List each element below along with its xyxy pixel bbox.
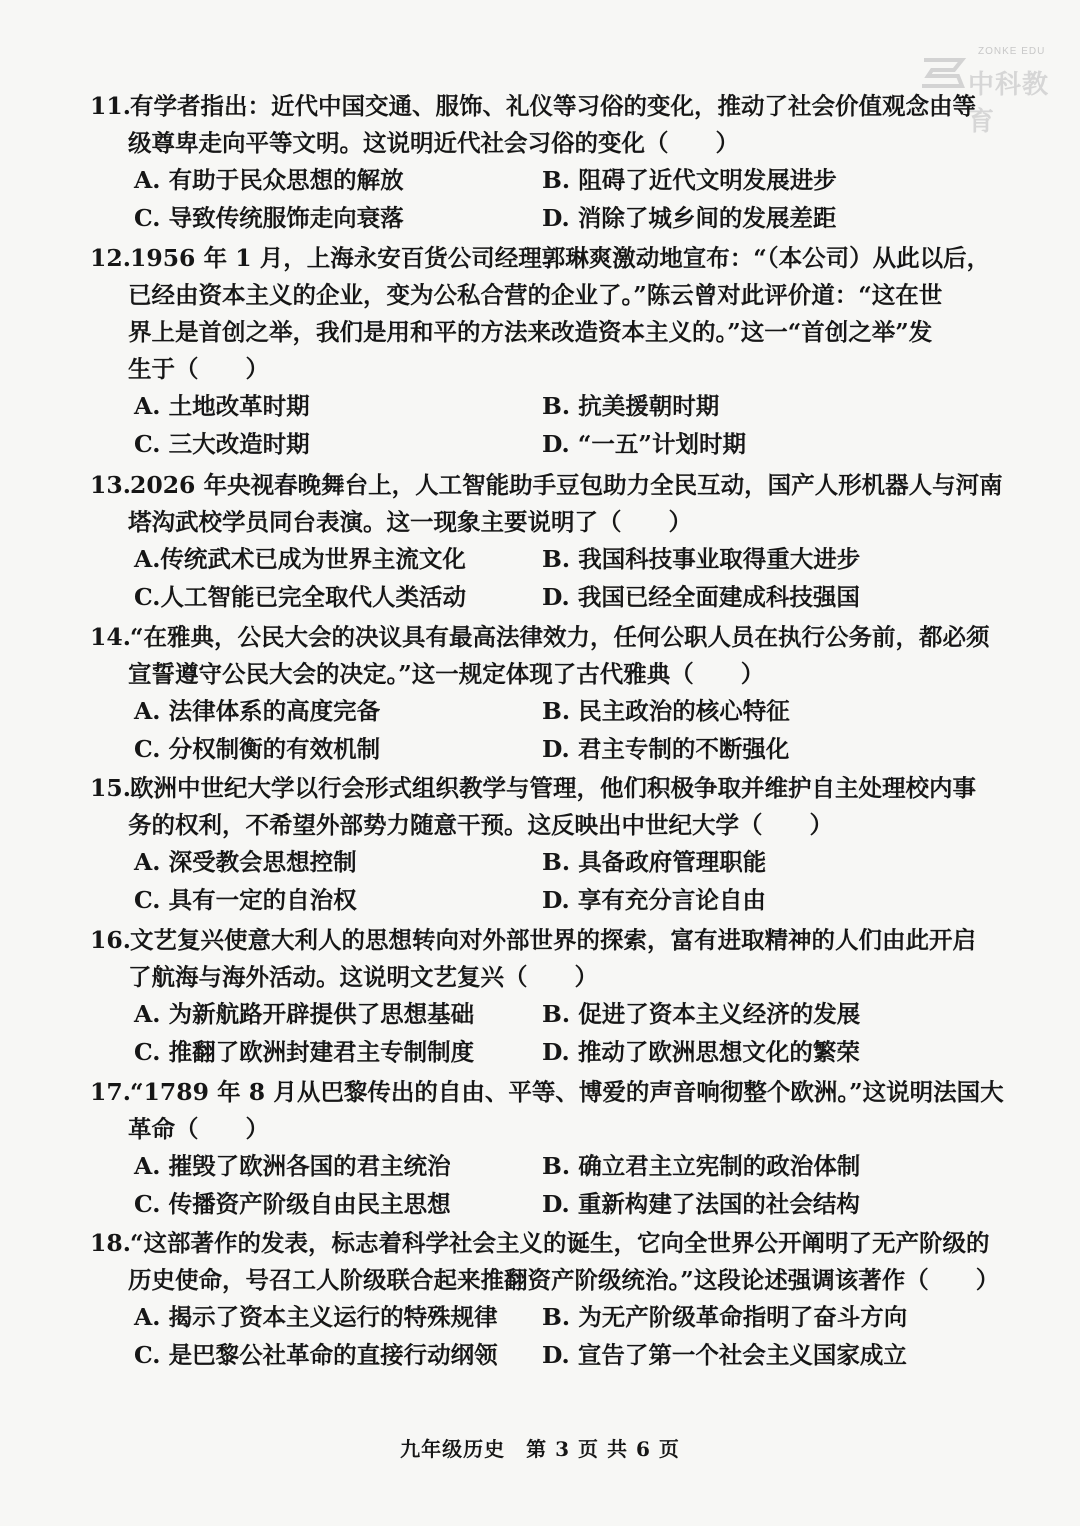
question-text-line: 塔沟武校学员同台表演。这一现象主要说明了（ ）: [128, 508, 692, 536]
option-c: C. 具有一定的自治权: [134, 886, 357, 914]
option-c: C. 分权制衡的有效机制: [134, 735, 381, 763]
question-number: 14.: [90, 623, 131, 651]
answer-options: [90, 162, 960, 238]
logo-english-text: ZONKE EDU: [978, 46, 1046, 57]
option-a: A. 摧毁了欧洲各国的君主统治: [134, 1152, 451, 1180]
option-d: D. 消除了城乡间的发展差距: [542, 204, 837, 232]
answer-options: [90, 844, 960, 920]
question-stem: [90, 88, 976, 162]
option-a: A. 揭示了资本主义运行的特殊规律: [134, 1303, 498, 1331]
option-c: C.人工智能已完全取代人类活动: [134, 583, 466, 611]
question-stem: [90, 240, 991, 388]
answer-options: [90, 996, 960, 1072]
question-15: [90, 770, 976, 920]
question-text-line: 1956 年 1 月，上海永安百货公司经理郭琳爽激动地宣布：“（本公司）从此以后，: [130, 244, 991, 272]
option-b: B. 促进了资本主义经济的发展: [542, 1000, 861, 1028]
option-b: B. 确立君主立宪制的政治体制: [542, 1152, 861, 1180]
option-c: C. 传播资产阶级自由民主思想: [134, 1190, 451, 1218]
question-13: [90, 467, 1003, 617]
option-b: B. 阻碍了近代文明发展进步: [542, 166, 837, 194]
option-d: D. 我国已经全面建成科技强国: [542, 583, 860, 611]
question-number: 13.: [90, 471, 131, 499]
question-text-line: 2026 年央视春晚舞台上，人工智能助手豆包助力全民互动，国产人形机器人与河南: [130, 471, 1003, 499]
option-b: B. 具备政府管理职能: [542, 848, 767, 876]
question-number: 16.: [90, 926, 131, 954]
question-number: 15.: [90, 774, 131, 802]
question-17: [90, 1074, 1004, 1224]
option-c: C. 是巴黎公社革命的直接行动纲领: [134, 1341, 498, 1369]
option-d: D. 享有充分言论自由: [542, 886, 766, 914]
logo-chinese-text: 中科教育: [968, 70, 1050, 137]
question-text-line: “在雅典，公民大会的决议具有最高法律效力，任何公职人员在执行公务前，都必须: [130, 623, 990, 651]
option-c: C. 推翻了欧洲封建君主专制制度: [134, 1038, 475, 1066]
question-number: 11.: [90, 92, 131, 120]
question-text-line: 级尊卑走向平等文明。这说明近代社会习俗的变化（ ）: [128, 129, 739, 157]
question-text-line: 生于（ ）: [128, 355, 269, 383]
option-b: B. 我国科技事业取得重大进步: [542, 545, 861, 573]
question-text-line: 有学者指出：近代中国交通、服饰、礼仪等习俗的变化，推动了社会价值观念由等: [130, 92, 976, 120]
question-stem: [90, 1225, 1000, 1299]
question-text-line: 务的权利，不希望外部势力随意干预。这反映出中世纪大学（ ）: [128, 811, 833, 839]
option-a: A. 土地改革时期: [134, 392, 310, 420]
question-stem: [90, 770, 976, 844]
option-a: A. 有助于民众思想的解放: [134, 166, 404, 194]
question-number: 17.: [90, 1078, 131, 1106]
answer-options: [90, 541, 960, 617]
option-c: C. 三大改造时期: [134, 430, 310, 458]
option-a: A. 为新航路开辟提供了思想基础: [134, 1000, 475, 1028]
question-18: [90, 1225, 1000, 1375]
option-c: C. 导致传统服饰走向衰落: [134, 204, 404, 232]
question-text-line: 欧洲中世纪大学以行会形式组织教学与管理，他们积极争取并维护自主处理校内事: [130, 774, 976, 802]
option-a: A. 深受教会思想控制: [134, 848, 357, 876]
option-d: D. 宣告了第一个社会主义国家成立: [542, 1341, 907, 1369]
question-number: 12.: [90, 244, 131, 272]
option-d: D. “一五”计划时期: [542, 430, 746, 458]
question-14: [90, 619, 990, 769]
question-11: [90, 88, 976, 238]
question-stem: [90, 619, 990, 693]
option-b: B. 民主政治的核心特征: [542, 697, 790, 725]
question-text-line: 革命（ ）: [128, 1115, 269, 1143]
question-number: 18.: [90, 1229, 131, 1257]
answer-options: [90, 693, 960, 769]
question-text-line: 已经由资本主义的企业，变为公私合营的企业了。”陈云曾对此评价道：“这在世: [128, 281, 943, 309]
question-text-line: 了航海与海外活动。这说明文艺复兴（ ）: [128, 963, 598, 991]
question-text-line: 历史使命，号召工人阶级联合起来推翻资产阶级统治。”这段论述强调该著作（ ）: [128, 1266, 1000, 1294]
option-b: B. 抗美援朝时期: [542, 392, 720, 420]
question-stem: [90, 922, 976, 996]
question-text-line: “这部著作的发表，标志着科学社会主义的诞生，它向全世界公开阐明了无产阶级的: [130, 1229, 990, 1257]
question-text-line: 宣誓遵守公民大会的决定。”这一规定体现了古代雅典（ ）: [128, 660, 765, 688]
option-d: D. 推动了欧洲思想文化的繁荣: [542, 1038, 860, 1066]
option-a: A. 法律体系的高度完备: [134, 697, 381, 725]
logo-mark-icon: [918, 52, 968, 92]
option-a: A.传统武术已成为世界主流文化: [134, 545, 466, 573]
answer-options: [90, 1148, 960, 1224]
question-stem: [90, 1074, 1004, 1148]
answer-options: [90, 1299, 960, 1375]
question-text-line: 文艺复兴使意大利人的思想转向对外部世界的探索，富有进取精神的人们由此开启: [130, 926, 976, 954]
question-text-line: 界上是首创之举，我们是用和平的方法来改造资本主义的。”这一“首创之举”发: [128, 318, 933, 346]
option-b: B. 为无产阶级革命指明了奋斗方向: [542, 1303, 908, 1331]
question-16: [90, 922, 976, 1072]
option-d: D. 重新构建了法国的社会结构: [542, 1190, 860, 1218]
page-footer: 九年级历史 第 3 页 共 6 页: [400, 1437, 680, 1461]
answer-options: [90, 388, 960, 464]
question-stem: [90, 467, 1003, 541]
question-text-line: “1789 年 8 月从巴黎传出的自由、平等、博爱的声音响彻整个欧洲。”这说明法国大: [130, 1078, 1004, 1106]
option-d: D. 君主专制的不断强化: [542, 735, 790, 763]
question-12: [90, 240, 991, 464]
